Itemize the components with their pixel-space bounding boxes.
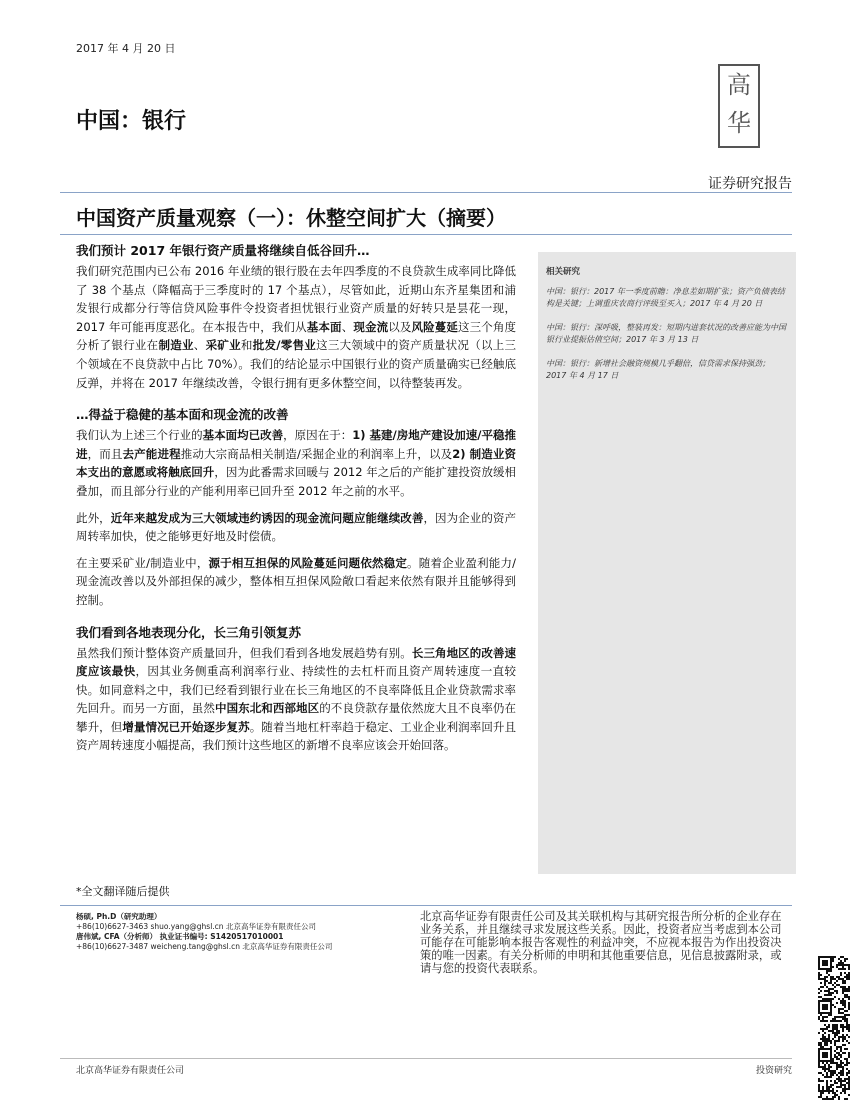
section-2: [76, 406, 516, 609]
footer-label: 投资研究: [755, 1066, 792, 1076]
footer-divider: [60, 1058, 792, 1059]
author-name: 杨硕, Ph.D（研究助理）: [76, 912, 162, 921]
section-1: [76, 242, 516, 392]
report-type-label: 证券研究报告: [708, 176, 792, 192]
author-contact: +86(10)6627-3487 weicheng.tang@ghsl.cn 北京高华证券有限责任公司: [76, 942, 333, 951]
related-research-sidebar: [538, 252, 796, 874]
author-contact: +86(10)6627-3463 shuo.yang@ghsl.cn 北京高华证券有限责任公司: [76, 922, 316, 931]
company-logo: [718, 64, 760, 148]
section-2-paragraph-1: 我们认为上述三个行业的基本面均已改善，原因在于：1) 基建/房地产建设加速/平稳推进，而且去产能进程推动大宗商品相关制造/采掘企业的利润率上升，以及2) 制造业资本支出的意愿或将触底回升，因为此番需求回暖与 2012 年之后的产能扩建投资放缓相叠加，而且部分行业的产能利用率已回升至 2012 年之前的水平。: [76, 428, 517, 498]
section-3: [76, 624, 516, 756]
section-2-heading: …得益于稳健的基本面和现金流的改善: [76, 407, 289, 423]
authors-block: [76, 912, 406, 952]
section-3-heading: 我们看到各地表现分化，长三角引领复苏: [76, 624, 302, 640]
section-2-paragraph-3: 在主要采矿业/制造业中，源于相互担保的风险蔓延问题依然稳定。随着企业盈利能力/现金流改善以及外部担保的减少，整体相互担保风险敞口看起来依然有限并且能够得到控制。: [76, 555, 517, 607]
logo-char-2: 华: [727, 109, 751, 137]
qr-code: [818, 956, 850, 1100]
related-research-item[interactable]: 中国：银行：深呼吸，整装再发：短期内进套状况的改善应能为中国银行业提振估值空间；2017 年 3 月 13 日: [546, 323, 786, 344]
report-body: [76, 242, 516, 769]
report-date: 2017 年 4 月 20 日: [76, 42, 176, 55]
header-divider: [60, 192, 792, 193]
related-research-heading: 相关研究: [546, 267, 581, 277]
title-divider: [60, 234, 792, 235]
section-title: 中国：银行: [76, 109, 187, 134]
related-research-item[interactable]: 中国：银行：2017 年一季度前瞻：净息差如期扩张；资产负债表结构是关键；上调重庆农商行评级至买入；2017 年 4 月 20 日: [546, 287, 785, 308]
related-research-item[interactable]: 中国：银行：新增社会融资规模几乎翻倍，信贷需求保持强劲；2017 年 4 月 17 日: [546, 359, 770, 380]
section-1-heading: 我们预计 2017 年银行资产质量将继续自低谷回升…: [76, 243, 370, 258]
footnote-divider: [60, 905, 792, 906]
report-title: 中国资产质量观察（一）：休整空间扩大（摘要）: [76, 206, 506, 230]
section-2-paragraph-2: 此外，近年来越发成为三大领域违约诱因的现金流问题应能继续改善，因为企业的资产周转率加快，使之能够更好地及时偿债。: [76, 510, 517, 544]
translation-footnote: *全文翻译随后提供: [76, 885, 170, 898]
disclaimer-text: 北京高华证券有限责任公司及其关联机构与其研究报告所分析的企业存在业务关系，并且继续寻求发展这些关系。因此，投资者应当考虑到本公司可能存在可能影响本报告客观性的利益冲突，不应视本报告为作出投资决策的唯一因素。有关分析师的申明和其他重要信息，见信息披露附录，或请与您的投资代表联系。: [420, 910, 782, 975]
logo-char-1: 高: [727, 71, 751, 99]
section-3-paragraph-1: 虽然我们预计整体资产质量回升，但我们看到各地发展趋势有别。长三角地区的改善速度应该最快，因其业务侧重高利润率行业、持续性的去杠杆而且资产周转速度一直较快。如同意料之中，我们已经看到银行业在长三角地区的不良率降低且企业贷款需求率先回升。而另一方面，虽然中国东北和西部地区的不良贷款存量依然庞大且不良率仍在攀升，但增量情况已开始逐步复苏。随着当地杠杆率趋于稳定、工业企业利润率回升且资产周转速度小幅提高，我们预计这些地区的新增不良率应该会开始回落。: [76, 645, 517, 753]
author-name: 唐伟斌, CFA（分析师） 执业证书编号: S1420517010001: [76, 932, 284, 941]
footer-company: 北京高华证券有限责任公司: [76, 1066, 185, 1076]
section-1-paragraph-1: 我们研究范围内已公布 2016 年业绩的银行股在去年四季度的不良贷款生成率同比降低了 38 个基点（降幅高于三季度时的 17 个基点），尽管如此，近期山东齐星集团和浦发银行成都分行等信贷风险事件令投资者担忧银行业资产质量的好转只是昙花一现，2017 年可能再度恶化。在本报告中，我们从基本面、现金流以及风险蔓延这三个角度分析了银行业在制造业、采矿业和批发/零售业这三大领域中的资产质量状况（以上三个领域在不良贷款中占比 70%）。我们的结论显示中国银行业的资产质量确实已经触底反弹，并将在 2017 年继续改善，令银行拥有更多休整空间，以待整装再发。: [76, 264, 517, 390]
